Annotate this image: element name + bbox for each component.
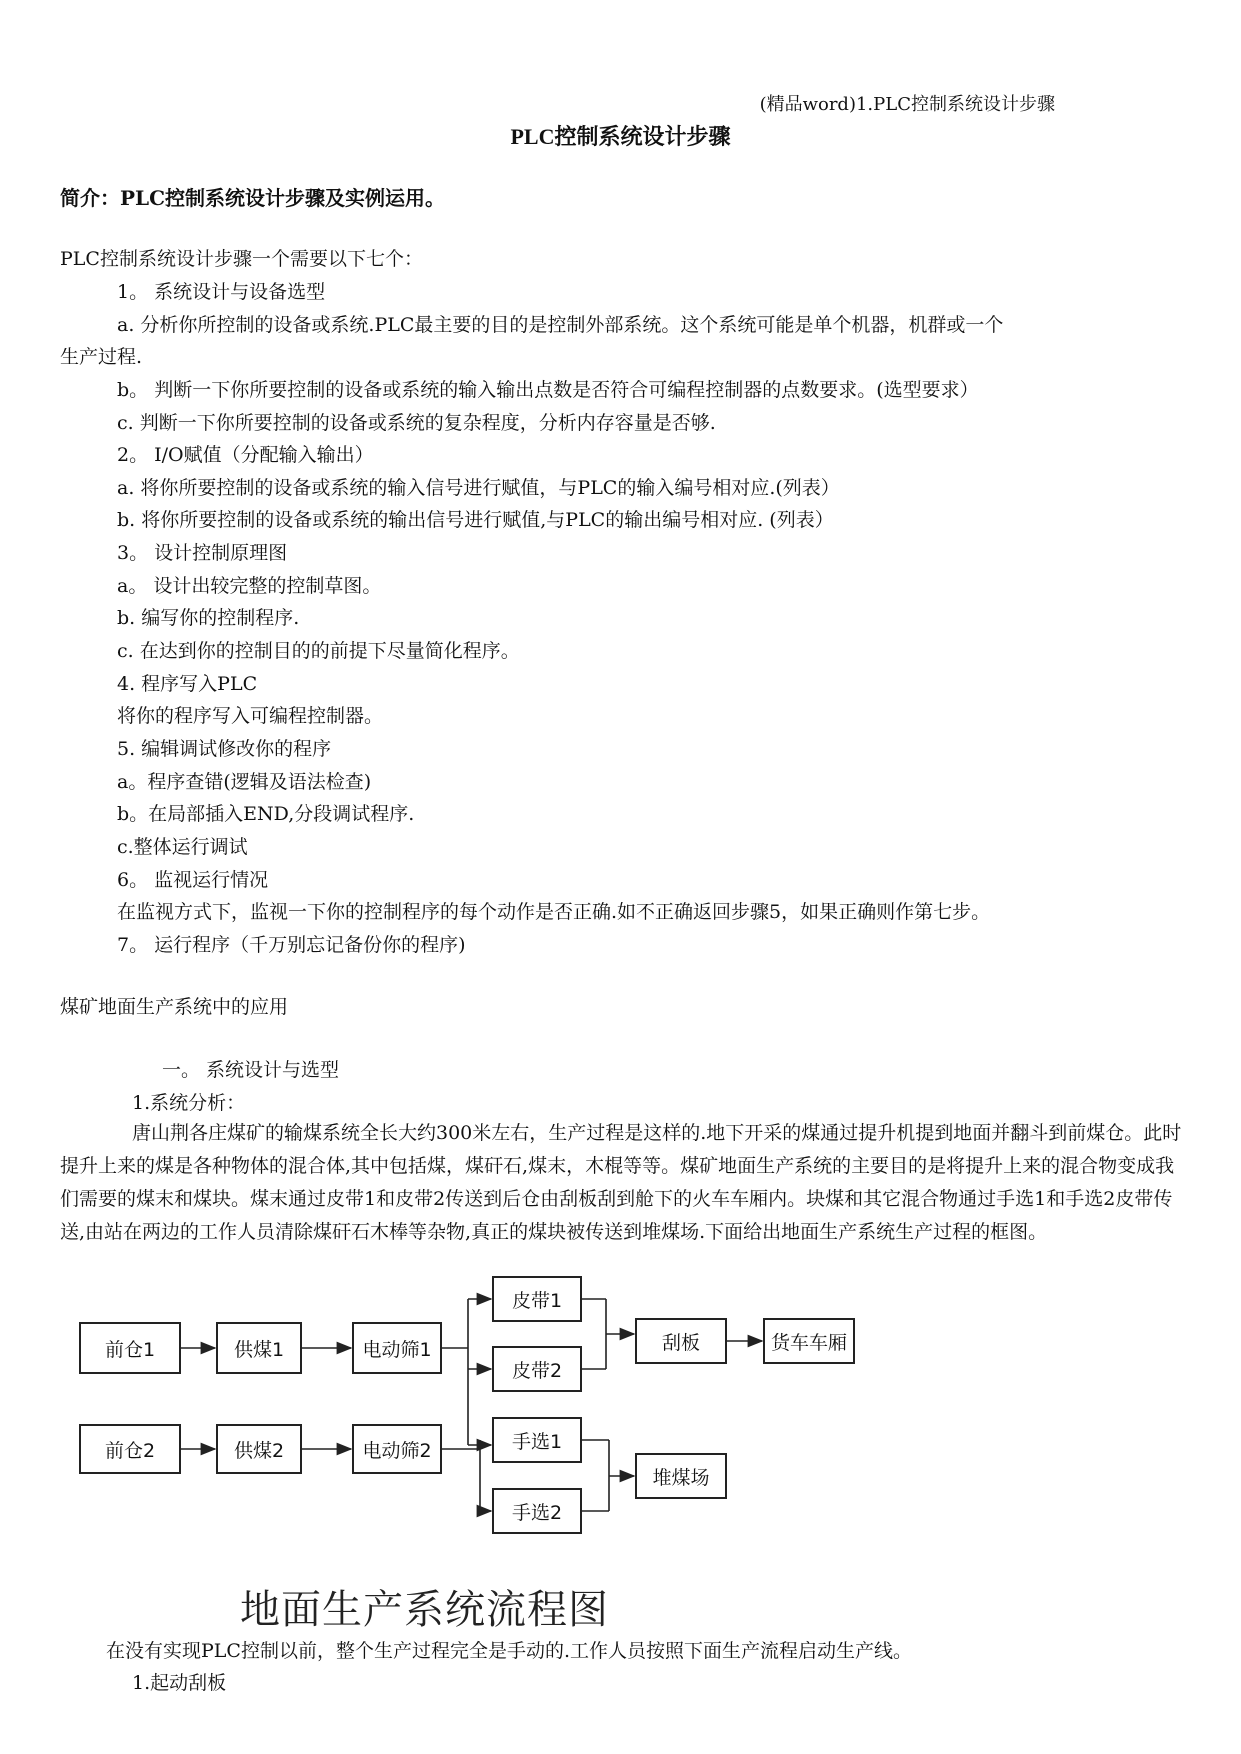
node-vibrating-screen-2: 电动筛2 [352,1424,442,1474]
step-1c: c. 判断一下你所要控制的设备或系统的复杂程度，分析内存容量是否够. [117,412,716,434]
node-front-bin-1: 前仓1 [79,1322,181,1374]
node-freight-car: 货车车厢 [763,1318,855,1364]
node-vibrating-screen-1: 电动筛1 [352,1322,442,1374]
system-analysis-paragraph: 唐山荆各庄煤矿的输煤系统全长大约300米左右，生产过程是这样的.地下开采的煤通过提升机提到地面并翻斗到前煤仓。此时提升上来的煤是各种物体的混合体,其中包括煤，煤矸石,煤末，木棍等等。煤矿地面生产系统的主要目的是将提升上来的混合物变成我们需要的煤末和煤块。煤末通过皮带1和皮带2传送到后仓由刮板刮到舱下的火车车厢内。块煤和其它混合物通过手选1和手选2皮带传送,由站在两边的工作人员清除煤矸石木棒等杂物,真正的煤块被传送到堆煤场.下面给出地面生产系统生产过程的框图。 [60,1122,1182,1243]
step-1a: a. 分析你所控制的设备或系统.PLC最主要的目的是控制外部系统。这个系统可能是单个机器，机群或一个 [117,314,1004,336]
node-belt-2: 皮带2 [492,1346,582,1392]
step-6: 6。 监视运行情况 [117,869,269,891]
document-header-label: (精品word)1.PLC控制系统设计步骤 [759,94,1055,115]
node-hand-pick-1: 手选1 [492,1417,582,1463]
step-5c: c.整体运行调试 [117,836,248,858]
step-3c: c. 在达到你的控制目的的前提下尽量简化程序。 [117,640,520,662]
steps-lead: PLC控制系统设计步骤一个需要以下七个： [60,248,423,270]
flowchart-caption: 地面生产系统流程图 [240,1587,609,1633]
step-5b: b。在局部插入END,分段调试程序. [117,803,415,825]
step-3: 3。 设计控制原理图 [117,542,288,564]
step-3b: b. 编写你的控制程序. [117,607,300,629]
step-2: 2。 I/O赋值（分配输入输出） [117,444,374,466]
step-1: 1。 系统设计与设备选型 [117,281,326,303]
step-3a: a。 设计出较完整的控制草图。 [117,575,382,597]
section-1-heading: 一。 系统设计与选型 [162,1059,340,1081]
step-5a: a。程序查错(逻辑及语法检查) [117,771,372,793]
step-7: 7。 运行程序（千万别忘记备份你的程序) [117,934,466,956]
step-4-text: 将你的程序写入可编程控制器。 [117,705,384,727]
node-hand-pick-2: 手选2 [492,1488,582,1534]
intro-summary: 简介：PLC控制系统设计步骤及实例运用。 [60,186,446,210]
step-6-text: 在监视方式下，监视一下你的控制程序的每个动作是否正确.如不正确返回步骤5，如果正确则作第七步。 [117,901,991,923]
step-2a: a. 将你所要控制的设备或系统的输入信号进行赋值，与PLC的输入编号相对应.(列表） [117,477,840,499]
application-heading: 煤矿地面生产系统中的应用 [60,996,289,1018]
node-coal-supply-1: 供煤1 [216,1322,302,1374]
step-5: 5. 编辑调试修改你的程序 [117,738,332,760]
subsection-1-heading: 1.系统分析： [132,1092,246,1114]
step-1a-cont: 生产过程. [60,346,143,368]
node-belt-1: 皮带1 [492,1276,582,1322]
step-1b: b。 判断一下你所要控制的设备或系统的输入输出点数是否符合可编程控制器的点数要求。(选型要求） [117,379,979,401]
node-coal-supply-2: 供煤2 [216,1424,302,1474]
after-flowchart-text: 在没有实现PLC控制以前，整个生产过程完全是手动的.工作人员按照下面生产流程启动生产线。 [106,1640,912,1662]
node-scraper: 刮板 [635,1318,727,1364]
page-title: PLC控制系统设计步骤 [510,124,731,149]
node-coal-yard: 堆煤场 [635,1453,727,1499]
node-front-bin-2: 前仓2 [79,1424,181,1474]
start-scraper-step: 1.起动刮板 [132,1672,227,1694]
step-4: 4. 程序写入PLC [117,673,258,695]
step-2b: b. 将你所要控制的设备或系统的输出信号进行赋值,与PLC的输出编号相对应. (列表） [117,509,834,531]
